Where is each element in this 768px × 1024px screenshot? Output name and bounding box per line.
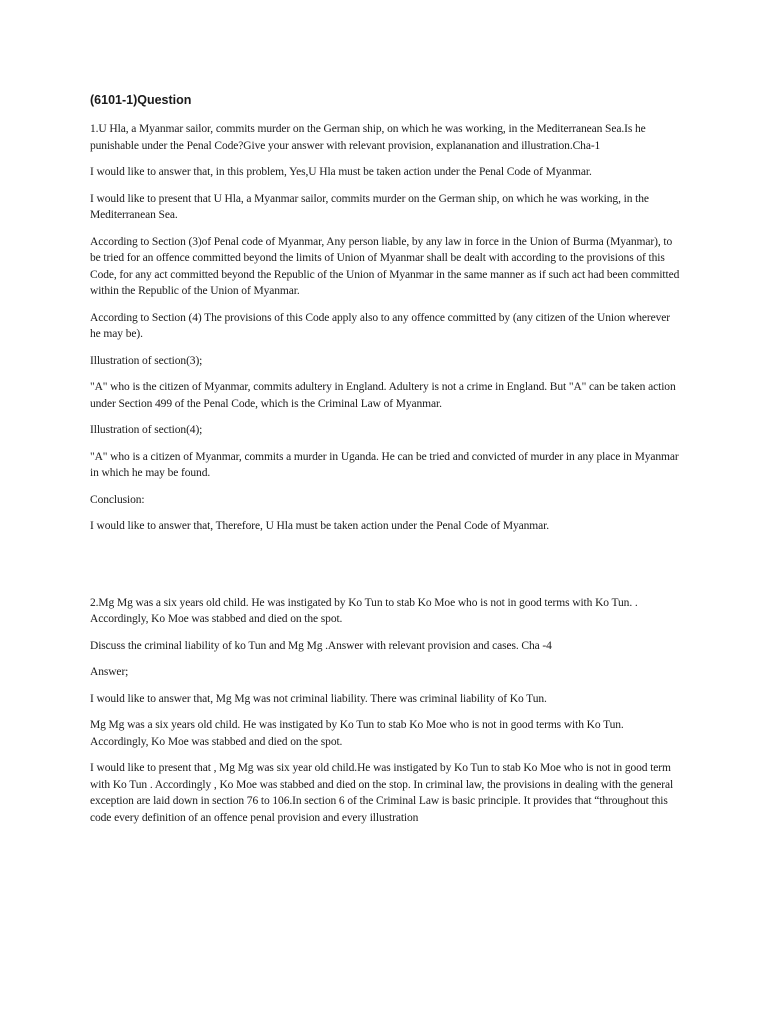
paragraph-1-10: Conclusion: [90, 493, 145, 506]
paragraph-2-4: I would like to answer that, Mg Mg was not criminal liability. There was criminal liability of Ko Tun. [90, 692, 547, 705]
paragraph-1-8: Illustration of section(4); [90, 424, 203, 436]
paragraph-1-9: "A" who is a citizen of Myanmar, commits a murder in Uganda. He can be tried and convicted of murder in any place in Myanmar in which he may be found. [90, 450, 679, 479]
question-heading: (6101-1)Question [90, 93, 192, 107]
paragraph-1-11: I would like to answer that, Therefore, U Hla must be taken action under the Penal Code of Myanmar. [90, 520, 550, 532]
paragraph-2-2: Discuss the criminal liability of ko Tun and Mg Mg .Answer with relevant provision and cases. Cha -4 [90, 639, 552, 652]
paragraph-1-7: "A" who is the citizen of Myanmar, commits adultery in England. Adultery is not a crime in England. But "A" can be taken action under Section 499 of the Penal Code, which is the Criminal Law of Myanmar. [90, 381, 676, 410]
paragraph-2-1: 2.Mg Mg was a six years old child. He was instigated by Ko Tun to stab Ko Moe who is not in good terms with Ko Tun. . Accordingly, Ko Moe was stabbed and died on the spot. [90, 596, 638, 625]
section-gap [90, 545, 682, 595]
paragraph-2-6: I would like to present that , Mg Mg was six year old child.He was instigated by Ko Tun to stab Ko Moe who is not in good term with Ko Tun . Accordingly , Ko Moe was stabbed and died on the stop. In criminal law, the provisions in dealing with the general exception are laid down in section 76 to 106.In section 6 of the Criminal Law is basic principle. It provides that “throughout this code every definition of an offence penal provision and every illustration [90, 762, 674, 824]
document-page [90, 92, 682, 836]
paragraph-1-6: Illustration of section(3); [90, 354, 203, 367]
paragraph-2-5: Mg Mg was a six years old child. He was instigated by Ko Tun to stab Ko Moe who is not in good terms with Ko Tun. Accordingly, Ko Moe was stabbed and died on the spot. [90, 719, 624, 748]
paragraph-1-5: According to Section (4) The provisions of this Code apply also to any offence committed by (any citizen of the Union wherever he may be). [90, 311, 671, 340]
paragraph-1-2: I would like to answer that, in this problem, Yes,U Hla must be taken action under the Penal Code of Myanmar. [90, 166, 592, 178]
paragraph-2-3: Answer; [90, 666, 129, 678]
paragraph-1-1: 1.U Hla, a Myanmar sailor, commits murder on the German ship, on which he was working, in the Mediterranean Sea.Is he punishable under the Penal Code?Give your answer with relevant provision, explananation and illustration.Cha-1 [90, 123, 646, 152]
paragraph-1-3: I would like to present that U Hla, a Myanmar sailor, commits murder on the German ship, on which he was working, in the Mediterranean Sea. [90, 192, 649, 221]
paragraph-1-4: According to Section (3)of Penal code of Myanmar, Any person liable, by any law in force in the Union of Burma (Myanmar), to be tried for an offence committed beyond the limits of Union of Myanmar shall be dealt with according to the provisions of this Code, for any act committed beyond the Republic of the Union of Myanmar in the same manner as if such act had been committed within the Republic of the Union of Myanmar. [90, 235, 680, 297]
